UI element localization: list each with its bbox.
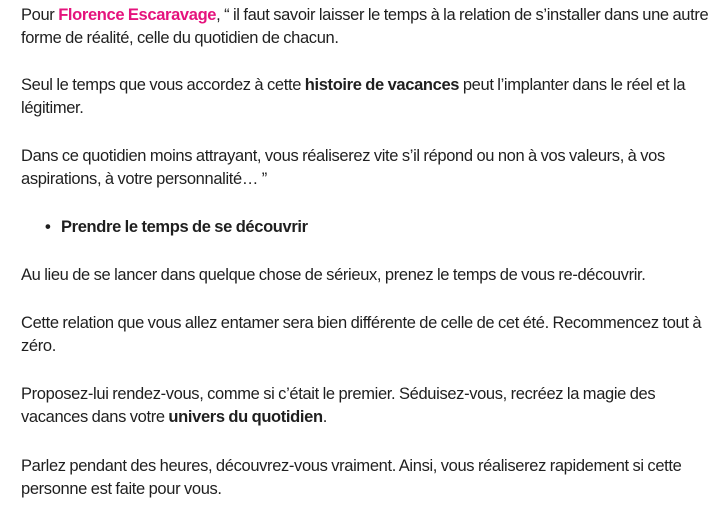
paragraph-start-over bbox=[21, 312, 711, 358]
paragraph-daily-life bbox=[21, 145, 711, 191]
author-name-link[interactable]: Florence Escaravage bbox=[58, 6, 217, 24]
paragraph-quote-intro bbox=[21, 4, 711, 50]
paragraph-text: , “ il faut savoir laisser le temps à la relation de s’installer dans une autre forme de réalité, celle du quotidien de chacun. bbox=[21, 6, 709, 47]
paragraph-text: Dans ce quotidien moins attrayant, vous réaliserez vite s’il répond ou non à vos valeurs, à vos aspirations, à votre personnalité… ” bbox=[21, 147, 665, 188]
bullet-heading: Prendre le temps de se découvrir bbox=[61, 218, 308, 236]
paragraph-text: Cette relation que vous allez entamer sera bien différente de celle de cet été. Recommencez tout à zéro. bbox=[21, 314, 702, 355]
paragraph-vacation-story bbox=[21, 74, 711, 120]
paragraph-text: peut l’implanter dans le réel et la légitimer. bbox=[21, 76, 686, 117]
bullet-icon: • bbox=[45, 218, 51, 236]
paragraph-text: Pour bbox=[21, 6, 59, 24]
paragraph-text: . bbox=[322, 408, 327, 426]
bold-keyword: univers du quotidien bbox=[168, 408, 323, 426]
bullet-list-item bbox=[45, 216, 645, 239]
paragraph-rediscover bbox=[21, 264, 711, 287]
paragraph-text: Au lieu de se lancer dans quelque chose de sérieux, prenez le temps de vous re-découvrir. bbox=[21, 266, 646, 284]
paragraph-text: Parlez pendant des heures, découvrez-vous vraiment. Ainsi, vous réaliserez rapidement si cette personne est faite pour vous. bbox=[21, 457, 682, 498]
paragraph-talk-for-hours bbox=[21, 455, 711, 501]
paragraph-first-date bbox=[21, 383, 711, 429]
bold-keyword: histoire de vacances bbox=[304, 76, 460, 94]
paragraph-text: Proposez-lui rendez-vous, comme si c’était le premier. Séduisez-vous, recréez la magie des vacances dans votre bbox=[21, 385, 656, 426]
paragraph-text: Seul le temps que vous accordez à cette bbox=[21, 76, 305, 94]
